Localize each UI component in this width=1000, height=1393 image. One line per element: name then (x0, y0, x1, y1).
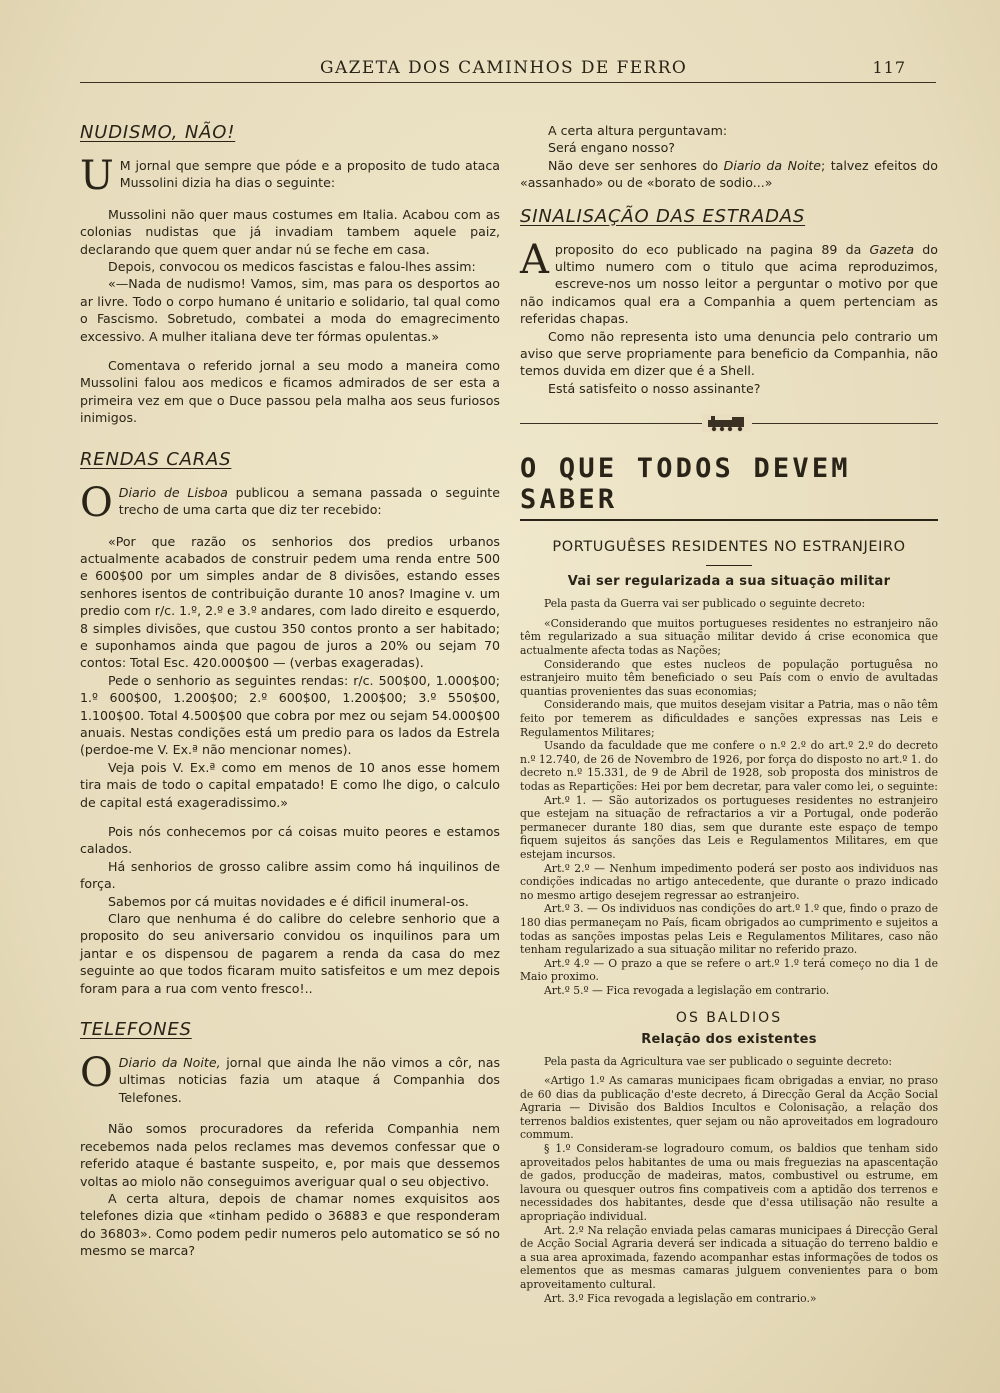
section-title-nudismo: NUDISMO, NÃO! (80, 122, 236, 143)
decree-paragraph: Art.º 4.º — O prazo a que se refere o art.º 1.º terá começo no dia 1 de Maio proximo. (520, 956, 938, 984)
article-paragraph: Não deve ser senhores do Diario da Noite; talvez efeitos do «assanhado» ou de «borato de sodio...» (520, 157, 938, 191)
decree-paragraph: Art. 2.º Na relação enviada pelas camaras municipaes á Direcção Geral de Acção Social Agraria deverá ser indicada a situação do terreno baldio e a sua area aproximada, fazendo acompanhar estas informações de todos os elementos que as mesmas camaras julguem convenientes para o bom aproveitamento cultural. (520, 1223, 938, 1291)
decree-paragraph: Art.º 5.º — Fica revogada a legislação em contrario. (544, 983, 830, 997)
section-divider (520, 411, 938, 435)
article-paragraph: Mussolini não quer maus costumes em Italia. Acabou com as colonias nudistas que já invadiam tambem aquele paiz, declarando que quem quer andar nú se feche em casa. (80, 206, 500, 257)
article-paragraph: Há senhorios de grosso calibre assim como há inquilinos de força. (80, 858, 500, 892)
drop-cap: O (80, 1050, 113, 1097)
short-rule (706, 565, 752, 566)
article-paragraph: Não somos procuradores da referida Companhia nem recebemos nada pelos reclames mas devemos confessar que o referido ataque é bastante suspeito, e, por mais que dessemos voltas ao miolo não conseguimos averiguar qual o seu objectivo. (80, 1121, 500, 1189)
subsection-subhead: Vai ser regularizada a sua situação militar (567, 574, 891, 590)
decree-paragraph: Art.º 2.º — Nenhum impedimento poderá ser posto aos individuos nas condições indicadas no artigo antecedente, que durante o prazo indicado no mesmo artigo desejem regressar ao estranjeiro. (520, 861, 938, 902)
subsection-title: PORTUGUÊSES RESIDENTES NO ESTRANJEIRO (552, 539, 906, 556)
decree-paragraph: Considerando mais, que muitos desejam visitar a Patria, mas o não têm feito por temerem as dificuldades e sanções expressas nas Leis e Regulamentos Militares; (520, 698, 938, 739)
decree-paragraph: Pela pasta da Guerra vai ser publicado o seguinte decreto: (544, 597, 866, 611)
drop-cap: A (520, 236, 549, 283)
subsection-subhead: Relação dos existentes (641, 1031, 817, 1047)
publication-title: GAZETA DOS CAMINHOS DE FERRO (320, 58, 688, 78)
article-paragraph: Será engano nosso? (548, 140, 675, 156)
decree-paragraph: Art. 3.º Fica revogada a legislação em contrario.» (544, 1291, 817, 1305)
locomotive-icon (702, 414, 752, 432)
article-paragraph: Veja pois V. Ex.ª como em menos de 10 anos esse homem tira mais de todo o capital empatado! E como lhe digo, o calculo de capital está exageradissimo.» (80, 759, 500, 810)
article-paragraph: Pede o senhorio as seguintes rendas: r/c. 500$00, 1.000$00; 1.º 600$00, 1.200$00; 2.º 600$00, 1.200$00; 3.º 550$00, 1.100$00. Total 4.500$00 que cobra por mez ou sejam 54.000$00 anuais. Nestas condições está um predio para os lados da Estrela (perdoe-me V. Ex.ª não mencionar nomes). (80, 672, 500, 758)
subsection-title: OS BALDIOS (675, 1009, 783, 1026)
drop-cap: U (80, 153, 114, 199)
page-number: 117 (872, 58, 906, 77)
decree-paragraph: «Considerando que muitos portugueses residentes no estranjeiro não têm regularizado a sua situação militar devido á crise economica que actualmente afecta todas as Nações; (520, 616, 938, 658)
decree-paragraph: Considerando que estes nucleos de população portuguêsa no estranjeiro muito têm beneficiado o seu País com o envio de avultadas quantias provenientes das suas economias; (520, 657, 938, 698)
decree-text (520, 597, 938, 997)
decree-paragraph: Art.º 1. — São autorizados os portugueses residentes no estranjeiro que estejam na situação de refractarios a vir a Portugal, onde poderão permanecer durante 180 dias, sem que durante este espaço de tempo fiquem sujeitos ás sanções das Leis e Regulamentos Militares, em que estejam incursos. (520, 793, 938, 861)
decree-paragraph: Art.º 3. — Os individuos nas condições do art.º 1.º que, findo o prazo de 180 dias permaneçam no País, ficam obrigados ao cumprimento e sujeitos a todas as sanções impostas pelas Leis e Regulamentos Militares, caso não tenham regularizado a sua situação militar no referido prazo. (520, 902, 938, 957)
section-heading-saber: O QUE TODOS DEVEM SABER (520, 453, 938, 521)
article-paragraph: A certa altura, depois de chamar nomes exquisitos aos telefones dizia que «tinham pedido o 36883 e que responderam do 36803». Como podem pedir numeros pelo automatico se só no mesmo se marca? (80, 1190, 500, 1259)
article-paragraph: O Diario da Noite, jornal que ainda lhe não vimos a côr, nas ultimas noticias fazia um ataque á Companhia dos Telefones. (80, 1050, 500, 1105)
right-column (520, 122, 938, 1305)
article-paragraph: Está satisfeito o nosso assinante? (548, 380, 761, 396)
article-paragraph: U M jornal que sempre que póde e a proposito de tudo ataca Mussolini dizia ha dias o seguinte: (80, 153, 500, 199)
article-paragraph: O Diario de Lisboa publicou a semana passada o seguinte trecho de uma carta que diz ter recebido: (80, 479, 500, 526)
article-paragraph: «—Nada de nudismo! Vamos, sim, mas para os desportos ao ar livre. Todo o corpo humano é unitario e solidario, tal qual como o Fascismo. Sobretudo, combatei a moda do emagrecimento excessivo. A mulher italiana deve ter fórmas opulentas.» (80, 276, 500, 344)
decree-paragraph: Pela pasta da Agricultura vae ser publicado o seguinte decreto: (544, 1054, 893, 1068)
article-paragraph: Como não representa isto uma denuncia pelo contrario um aviso que serve propriamente para beneficio da Companhia, não temos duvida em dizer que é a Shell. (520, 328, 938, 379)
section-title-rendas: RENDAS CARAS (80, 448, 232, 470)
article-paragraph: Depois, convocou os medicos fascistas e falou-lhes assim: (108, 259, 476, 275)
article-paragraph: «Por que razão os senhorios dos predios urbanos actualmente acabados de construir pedem uma renda entre 500 e 600$00 por um simples andar de 8 divisões, estando esses senhores isentos de contribuição durante 10 anos? Imagine v. um predio com r/c. 1.º, 2.º e 3.º andares, com lado direito e esquerdo, 8 simples divisões, que custou 350 contos pronto a ser habitado; e suponhamos ainda que pagou de juros a 20% ou sejam 70 contos: Total Esc. 420.000$00 — (verbas exageradas). (80, 533, 500, 671)
article-paragraph: Aproposito do eco publicado na pagina 89 da Gazeta do ultimo numero com o titulo que acima reproduzimos, escreve-nos um nosso leitor a perguntar o motivo por que não indicamos qual era a Companhia a quem pertenciam as referidas chapas. (520, 236, 938, 327)
section-title-telefones: TELEFONES (80, 1019, 192, 1041)
decree-paragraph: § 1.º Consideram-se logradouro comum, os baldios que tenham sido aproveitados pelos habitantes de uma ou mais freguezias na apascentação de gados, producção de madeiras, matos, combustivel ou estrume, em lavoura ou quesquer outros fins compativeis com a aptidão dos terrenos e necessidades dos habitantes, desde que d'essa utilisação não resulte a apropriação individual. (520, 1142, 938, 1224)
decree-paragraph: Usando da faculdade que me confere o n.º 2.º do art.º 2.º do decreto n.º 12.740, de 26 de Novembro de 1926, por força do disposto no art.º 1. do decreto n.º 15.331, de 9 de Abril de 1928, sob proposta dos ministros de todas as Repartições: Hei por bem decretar, para valer como lei, o seguinte: (520, 739, 938, 793)
article-paragraph: Comentava o referido jornal a seu modo a maneira como Mussolini falou aos medicos e ficamos admirados de ser esta a primeira vez em que o Duce passou pela malha aos seus furiosos inimigos. (80, 358, 500, 426)
article-paragraph: A certa altura perguntavam: (548, 123, 728, 138)
decree-paragraph: «Artigo 1.º As camaras municipaes ficam obrigadas a enviar, no praso de 60 dias da publicação d'este decreto, á Direcção Geral da Acção Social Agraria — Divisão dos Baldios Incultos e Colonisação, a relação dos terrenos baldios existentes, quer sejam ou não aproveitados em logradouro commum. (520, 1074, 938, 1142)
article-paragraph: Claro que nenhuma é do calibre do celebre senhorio que a proposito do seu aniversario convidou os inquilinos para um jantar e os dispensou de pagarem a renda da casa do mez seguinte ao que todos ficaram muito satisfeitos e um mez depois foram para a rua com vento fresco!.. (80, 911, 500, 996)
article-paragraph: Sabemos por cá muitas novidades e é dificil inumeral-os. (108, 893, 469, 909)
drop-cap: O (80, 479, 113, 526)
section-title-sinalisacao: SINALISAÇÃO DAS ESTRADAS (520, 205, 806, 227)
page-header (80, 58, 936, 83)
decree-text (520, 1055, 938, 1306)
article-paragraph: Pois nós conhecemos por cá coisas muito peores e estamos calados. (80, 824, 500, 857)
left-column (80, 122, 500, 1260)
